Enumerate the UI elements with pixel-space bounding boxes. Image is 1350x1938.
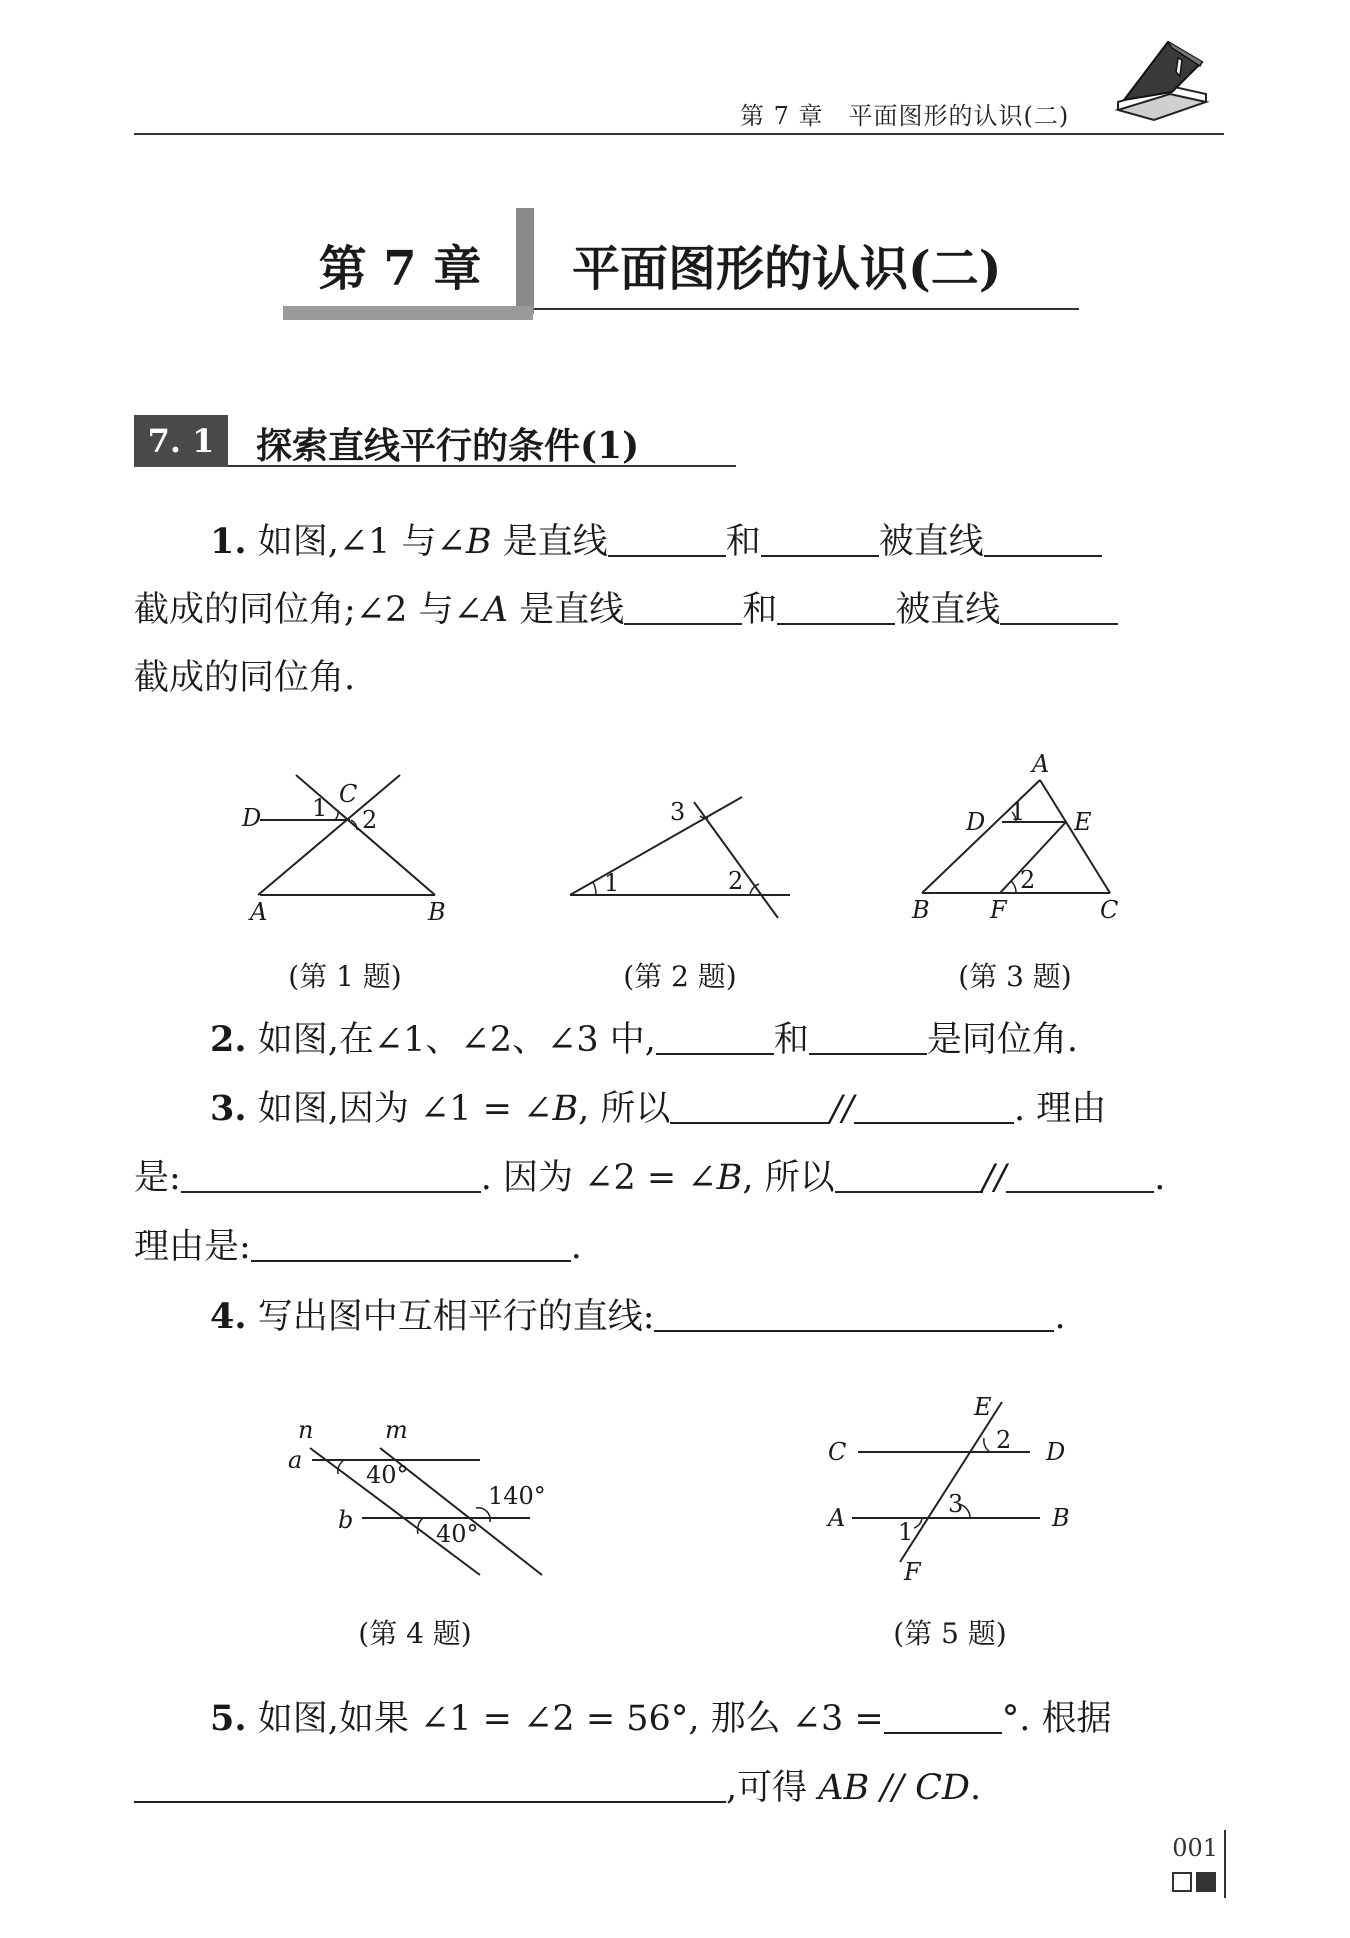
chapter-underbar: [283, 306, 533, 320]
fig5-label-F: F: [904, 1558, 921, 1586]
fig5-label-A: A: [828, 1504, 846, 1532]
answer-blank[interactable]: [134, 1769, 726, 1803]
answer-blank[interactable]: [809, 1021, 927, 1055]
problem-1-var: B: [465, 522, 492, 562]
problem-3-text: , 所以: [578, 1089, 671, 1129]
problem-2: [210, 1018, 1078, 1062]
problem-5-var: CD: [915, 1768, 970, 1808]
page-number: 001: [1172, 1834, 1218, 1862]
page-marker-filled-square-icon: [1196, 1872, 1216, 1892]
fig1-label-D: D: [242, 804, 262, 832]
problem-5-text: 如图,如果 ∠1 = ∠2 = 56°, 那么 ∠3 =: [257, 1699, 884, 1739]
problem-3-text: . 理由: [1014, 1089, 1107, 1129]
answer-blank[interactable]: [608, 523, 726, 557]
header-rule: [134, 133, 1224, 135]
fig5-angle-3: 3: [948, 1490, 964, 1518]
chapter-title: 平面图形的认识(二): [572, 241, 1002, 297]
figure-3: [900, 750, 1140, 930]
answer-blank[interactable]: [854, 1090, 1014, 1124]
fig4-label-a: a: [288, 1446, 303, 1474]
problem-3-var: B: [552, 1089, 579, 1129]
fig3-label-D: D: [966, 808, 986, 836]
fig1-label-C: C: [339, 780, 358, 808]
fig2-angle-1: 1: [604, 869, 620, 897]
fig5-angle-2: 2: [996, 1426, 1012, 1454]
problem-3-text: 理由是:: [134, 1227, 251, 1267]
figure-2: [560, 780, 800, 930]
chapter-number: 第 7 章: [318, 241, 482, 297]
problem-1-number: 1.: [210, 521, 247, 562]
answer-blank[interactable]: [984, 523, 1102, 557]
problem-3-text: 如图,因为 ∠1 = ∠: [257, 1089, 553, 1129]
figure-1: [240, 760, 480, 930]
fig3-label-A: A: [1032, 750, 1050, 778]
fig4-label-n: n: [298, 1416, 314, 1444]
problem-2-text: 如图,在∠1、∠2、∠3 中,: [257, 1020, 656, 1060]
problem-3-var: B: [716, 1158, 743, 1198]
fig5-label-B: B: [1052, 1504, 1070, 1532]
fig5-label-C: C: [828, 1438, 847, 1466]
figure-3-caption: (第 3 题): [958, 960, 1072, 993]
problem-2-text: 和: [773, 1020, 809, 1060]
problem-1-text: 是直线: [508, 590, 625, 630]
fig3-label-E: E: [1074, 808, 1092, 836]
figure-1-caption: (第 1 题): [288, 960, 402, 993]
fig4-angle-140: 140°: [488, 1482, 546, 1510]
problem-3-text: 是:: [134, 1158, 181, 1198]
fig3-label-C: C: [1100, 896, 1119, 924]
fig1-angle-2: 2: [362, 806, 378, 834]
answer-blank[interactable]: [884, 1700, 1002, 1734]
figure-5-caption: (第 5 题): [893, 1617, 1007, 1650]
problem-4: [210, 1295, 1066, 1339]
answer-blank[interactable]: [624, 591, 742, 625]
section-number: 7. 1: [134, 415, 228, 467]
answer-blank[interactable]: [656, 1021, 774, 1055]
fig3-angle-1: 1: [1010, 798, 1026, 826]
problem-5-text: ,可得: [726, 1768, 819, 1808]
problem-2-text: 是同位角.: [926, 1020, 1079, 1060]
fig3-label-B: B: [912, 896, 930, 924]
problem-2-number: 2.: [210, 1019, 247, 1060]
figure-4-caption: (第 4 题): [358, 1617, 472, 1650]
problem-4-number: 4.: [210, 1296, 247, 1337]
problem-5-number: 5.: [210, 1698, 247, 1739]
problem-3-text: . 因为 ∠2 = ∠: [480, 1158, 717, 1198]
fig1-label-A: A: [250, 898, 268, 926]
fig5-angle-1: 1: [898, 1518, 914, 1546]
problem-5-text: °. 根据: [1001, 1699, 1112, 1739]
answer-blank[interactable]: [251, 1228, 571, 1262]
fig1-label-B: B: [428, 898, 446, 926]
problem-3-line-2: [134, 1156, 1165, 1200]
problem-1-text: 被直线: [878, 522, 984, 562]
problem-3-text: , 所以: [742, 1158, 835, 1198]
answer-blank[interactable]: [1006, 1159, 1154, 1193]
running-header: 第 7 章 平面图形的认识(二): [740, 102, 1070, 130]
problem-5-line-1: [210, 1697, 1112, 1741]
fig1-angle-1: 1: [312, 794, 328, 822]
problem-4-text: .: [1054, 1297, 1066, 1337]
fig2-angle-3: 3: [670, 798, 686, 826]
parallel-symbol: //: [830, 1089, 855, 1129]
problem-3-number: 3.: [210, 1088, 247, 1129]
problem-1-text: 和: [742, 590, 778, 630]
problem-3-line-3: [134, 1225, 582, 1269]
fig4-angle-40a: 40°: [366, 1461, 409, 1489]
fig4-angle-40b: 40°: [436, 1520, 479, 1548]
answer-blank[interactable]: [1000, 591, 1118, 625]
problem-5-var: AB: [818, 1768, 870, 1808]
chapter-divider: [516, 208, 534, 314]
fig5-label-E: E: [974, 1393, 992, 1421]
answer-blank[interactable]: [654, 1298, 1054, 1332]
parallel-symbol: //: [982, 1158, 1007, 1198]
problem-1-text: 截成的同位角;∠2 与∠: [134, 590, 483, 630]
page-number-bar: [1224, 1830, 1226, 1898]
problem-1-line-3: 截成的同位角.: [134, 658, 356, 698]
page-marker-empty-square-icon: [1172, 1872, 1192, 1892]
fig2-angle-2: 2: [728, 867, 744, 895]
problem-1-line-2: [134, 588, 1118, 632]
figure-2-caption: (第 2 题): [623, 960, 737, 993]
fig5-label-D: D: [1046, 1438, 1066, 1466]
problem-3-line-1: [210, 1087, 1106, 1131]
problem-1-line-1: [210, 520, 1102, 564]
problem-1-text: 是直线: [491, 522, 608, 562]
problem-4-text: 写出图中互相平行的直线:: [257, 1297, 655, 1337]
figure-4: [280, 1410, 560, 1590]
fig4-label-m: m: [385, 1416, 408, 1444]
problem-1-text: 如图,∠1 与∠: [257, 522, 466, 562]
problem-5-line-2: [134, 1766, 981, 1810]
answer-blank[interactable]: [761, 523, 879, 557]
problem-3-text: .: [570, 1227, 582, 1267]
problem-3-text: .: [1154, 1158, 1166, 1198]
answer-blank[interactable]: [670, 1090, 830, 1124]
answer-blank[interactable]: [835, 1159, 983, 1193]
fig3-angle-2: 2: [1020, 866, 1036, 894]
problem-1-var: A: [482, 590, 509, 630]
problem-1-text: 和: [725, 522, 761, 562]
figure-5: [820, 1390, 1080, 1590]
parallel-symbol: //: [869, 1768, 916, 1808]
section-title: 探索直线平行的条件(1): [256, 425, 640, 467]
chapter-rule: [534, 308, 1079, 310]
problem-5-text: .: [969, 1768, 982, 1808]
answer-blank[interactable]: [181, 1159, 481, 1193]
book-icon: [1110, 32, 1210, 132]
fig3-label-F: F: [990, 896, 1007, 924]
problem-1-text: 被直线: [895, 590, 1001, 630]
answer-blank[interactable]: [777, 591, 895, 625]
fig4-label-b: b: [338, 1506, 354, 1534]
